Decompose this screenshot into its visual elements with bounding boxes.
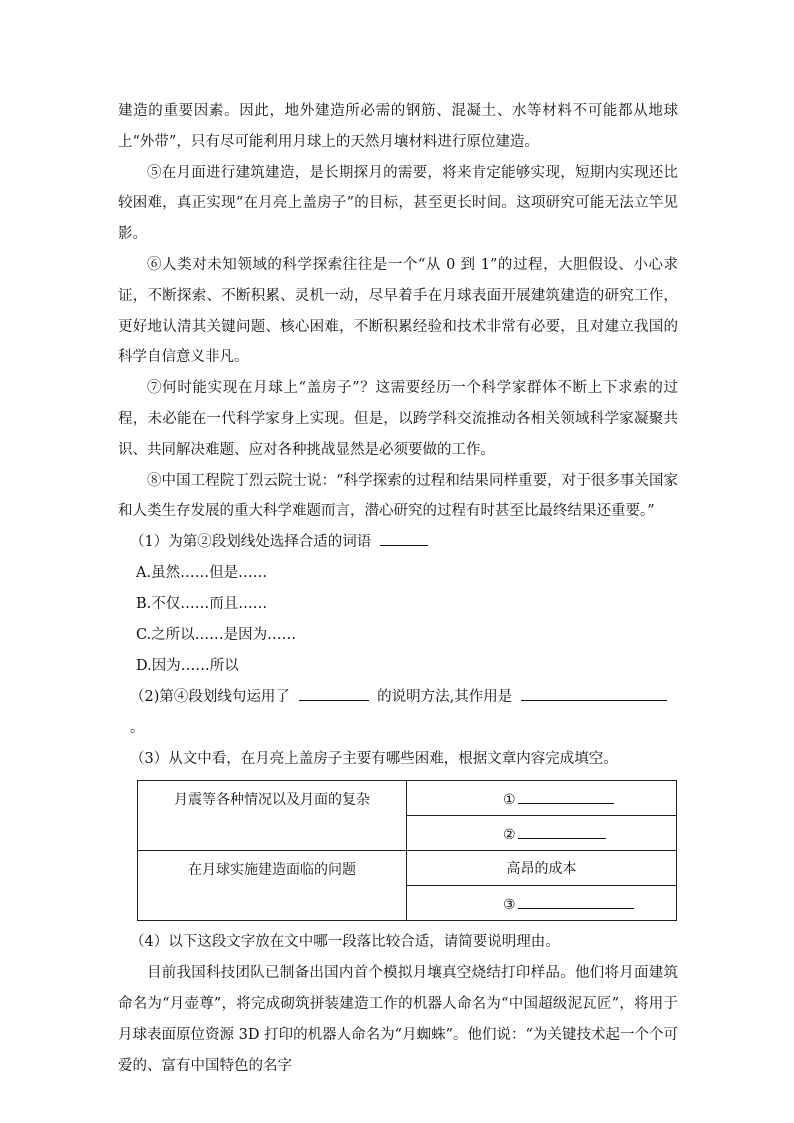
question-3-prompt: （3）从文中看，在月亮上盖房子主要有哪些困难，根据文章内容完成填空。 — [130, 750, 618, 767]
paragraph-7: ⑦何时能实现在月球上“盖房子”？这需要经历一个科学家群体不断上下求索的过程，未必能在一代科学家身上实现。但是，以跨学科交流推动各相关领域科学家凝聚共识、共同解决难题、应对各种挑战显然是必须要做的工作。 — [118, 380, 678, 458]
paragraph-8: ⑧中国工程院丁烈云院士说：“科学探索的过程和结果同样重要，对于很多事关国家和人类生存发展的重大科学难题而言，潜心研究的过程有时甚至比最终结果还重要。” — [118, 472, 678, 520]
answer-blank-table-2[interactable] — [518, 824, 606, 839]
table-row1-label: 月震等各种情况以及月面的复杂 — [138, 781, 407, 851]
table-cost-cell: 高昂的成本 — [407, 851, 677, 886]
fill-number-2: ② — [503, 826, 516, 843]
option-d: D.因为……所以 — [136, 657, 239, 674]
fill-number-1: ① — [503, 791, 516, 808]
paragraph-5: ⑤在月面进行建筑建造，是长期探月的需要，将来肯定能够实现，短期内实现还比较困难，真正实现“在月亮上盖房子”的目标，甚至更长时间。这项研究可能无法立竿见影。 — [118, 164, 678, 243]
document-page — [118, 96, 678, 1081]
answer-blank-method[interactable] — [299, 686, 369, 701]
question-1-prompt: （1）为第②段划线处选择合适的词语 — [130, 534, 372, 551]
answer-blank-table-3[interactable] — [518, 894, 634, 909]
question-4-passage: 目前我国科技团队已制备出国内首个模拟月壤真空烧结打印样品。他们将月面建筑命名为“月壶尊”，将完成砌筑拼装建造工作的机器人命名为“中国超级泥瓦匠”，将用于月球表面原位资源 3D 打印的机器人命名为“月蜘蛛”。他们说：“为关键技术起一个个可爱的、富有中国特色的名字 — [118, 965, 678, 1074]
question-2 — [118, 682, 678, 744]
question-1 — [118, 527, 678, 558]
answer-blank-1[interactable] — [380, 531, 428, 546]
option-b: B.不仅……而且…… — [136, 595, 268, 612]
paragraph-6: ⑥人类对未知领域的科学探索往往是一个“从 0 到 1”的过程，大胆假设、小心求证，不断探索、不断积累、灵机一动，尽早着手在月球表面开展建筑建造的研究工作，更好地认清其关键问题、核心困难，不断积累经验和技术非常有必要，且对建立我国的科学自信意义非凡。 — [118, 256, 678, 366]
option-c: C.之所以……是因为…… — [136, 626, 297, 643]
difficulty-table — [137, 780, 677, 921]
option-a: A.虽然……但是…… — [136, 564, 268, 581]
question-2-part2: 的说明方法,其作用是 — [377, 688, 513, 705]
question-2-end: 。 — [130, 719, 145, 736]
fill-number-3: ③ — [503, 896, 516, 913]
question-2-part1: （2)第④段划线句运用了 — [130, 688, 290, 705]
question-4-prompt: （4）以下这段文字放在文中哪一段落比较合适，请简要说明理由。 — [130, 934, 560, 951]
paragraph-continued: 建造的重要因素。因此，地外建造所必需的钢筋、混凝土、水等材料不可能都从地球上“外带”，只有尽可能利用月球上的天然月壤材料进行原位建造。 — [118, 103, 678, 150]
table-row2-label: 在月球实施建造面临的问题 — [138, 851, 407, 921]
answer-blank-function[interactable] — [521, 686, 667, 701]
answer-blank-table-1[interactable] — [518, 789, 614, 804]
